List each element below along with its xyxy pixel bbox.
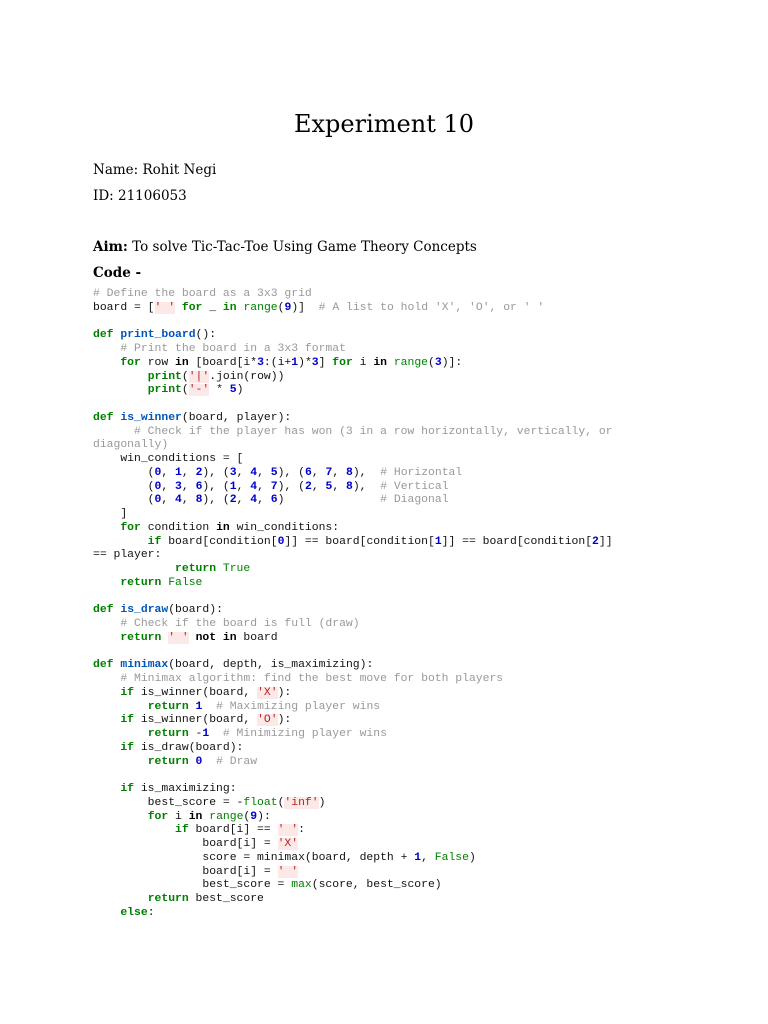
code-token [93, 577, 120, 589]
code-token: ' ' [277, 865, 299, 878]
code-line [93, 838, 693, 852]
code-token: : [147, 906, 155, 919]
code-token: print [147, 384, 182, 397]
code-token: 9 [250, 810, 258, 823]
code-token: ( [428, 356, 435, 369]
code-token: ), ( [202, 466, 230, 479]
code-token: 0 [154, 494, 162, 507]
code-token: ]] == board[condition[ [441, 535, 593, 548]
code-token: ]] == board[condition[ [284, 535, 435, 548]
code-token: def [93, 329, 114, 342]
code-token: .join(row)) [209, 370, 285, 383]
code-token [93, 714, 120, 726]
code-line [93, 288, 693, 302]
code-line [93, 632, 693, 646]
code-line [93, 398, 693, 412]
code-token: (board): [168, 604, 223, 617]
code-token: is_maximizing: [134, 783, 237, 795]
code-token: 'X' [257, 686, 278, 699]
code-token: board[i] = [93, 838, 278, 850]
code-token: ) [236, 384, 244, 397]
code-token [93, 907, 120, 919]
code-token: 8 [346, 466, 353, 479]
code-token: is_draw [120, 604, 169, 617]
code-token: , [421, 851, 435, 864]
code-token: 5 [325, 480, 333, 493]
aim-label: Aim: [93, 239, 128, 255]
code-token: in [175, 356, 189, 369]
code-token: '-' [188, 384, 210, 397]
code-line [93, 742, 693, 756]
code-token: False [168, 576, 203, 589]
code-token: (board, depth, is_maximizing): [168, 659, 374, 672]
code-line [93, 453, 693, 467]
code-line [93, 687, 693, 701]
code-token: 2 [229, 494, 237, 507]
code-line [93, 756, 693, 770]
code-token: ), ( [202, 480, 230, 493]
code-token: 0 [154, 466, 162, 479]
code-token: 'O' [257, 714, 278, 727]
code-token: win_conditions: [229, 521, 340, 534]
code-token: max [291, 879, 312, 892]
code-token: 6 [195, 480, 203, 493]
code-token: return [147, 700, 189, 713]
code-token: ] [318, 356, 333, 369]
code-token: def [93, 411, 114, 424]
code-token: ) [318, 796, 326, 809]
code-token: , [181, 494, 196, 507]
code-token: , [257, 466, 271, 479]
code-line [93, 701, 693, 715]
code-line [93, 907, 693, 921]
code-token: ( [181, 384, 189, 397]
code-token [93, 371, 148, 383]
code-token: minimax [120, 659, 169, 672]
code-token [93, 687, 120, 699]
code-token: ( [181, 370, 189, 383]
code-token: 1 [175, 466, 182, 479]
code-token: 4 [250, 466, 258, 479]
code-line [93, 714, 693, 728]
code-token: i [352, 356, 374, 369]
code-token: range [393, 356, 429, 369]
code-token: in [373, 356, 387, 369]
code-token: ) [468, 851, 476, 864]
code-token: 1 [291, 356, 299, 369]
code-token: for [181, 301, 203, 314]
code-token: , [236, 466, 251, 479]
code-token: # Horizontal [380, 466, 463, 479]
code-token: , [236, 494, 251, 507]
code-token: is_winner(board, [134, 714, 258, 727]
code-line [93, 384, 693, 398]
code-token: # Check if the board is full (draw) [120, 618, 360, 630]
code-token [209, 728, 223, 740]
code-line [93, 728, 693, 742]
code-token [93, 357, 120, 369]
code-token [93, 742, 120, 754]
code-token: 6 [304, 466, 312, 479]
code-line [93, 494, 693, 508]
code-token: for [120, 521, 141, 534]
code-heading: Code - [93, 265, 142, 281]
code-token: if [120, 686, 135, 699]
code-token: 1 [195, 700, 203, 713]
code-token: # A list to hold 'X', 'O', or ' ' [318, 301, 545, 314]
code-token: 7 [325, 466, 333, 479]
code-token: , [332, 466, 346, 479]
code-token: , [236, 480, 251, 493]
code-token: return [120, 576, 162, 589]
code-token: best_score = [93, 879, 292, 892]
code-line [93, 591, 693, 605]
code-token: 1 [434, 535, 442, 548]
code-line [93, 604, 693, 618]
code-token: ), [352, 466, 381, 479]
student-id: ID: 21106053 [93, 188, 187, 204]
code-token: [board[i* [188, 356, 258, 369]
code-line [93, 824, 693, 838]
code-token [93, 824, 175, 836]
code-token: ( [243, 810, 251, 823]
code-token: 3 [229, 466, 237, 479]
code-token: board[i] = [93, 865, 278, 878]
code-token: ), ( [277, 466, 305, 479]
code-token: : [298, 824, 305, 837]
code-line [93, 549, 693, 563]
code-token: best_score = - [93, 796, 244, 809]
code-token [202, 701, 216, 713]
code-token [93, 756, 148, 768]
code-token: ( [93, 466, 155, 479]
code-token: 4 [250, 494, 258, 507]
code-token: ]] [598, 535, 613, 548]
code-token: , [161, 494, 176, 507]
code-token: 0 [154, 480, 162, 493]
code-line [93, 439, 693, 453]
code-token: , [332, 480, 346, 493]
code-token: ( [277, 796, 285, 809]
code-token: else [120, 906, 148, 919]
code-token: # Diagonal [380, 494, 449, 507]
code-token: ), [352, 480, 381, 493]
code-token: board [236, 631, 278, 644]
code-token [189, 756, 196, 768]
code-token: 8 [346, 480, 353, 493]
code-token: 1 [414, 851, 422, 864]
code-token: * [209, 384, 230, 397]
code-token: ): [277, 714, 292, 727]
code-line [93, 316, 693, 330]
code-token [93, 728, 148, 740]
aim-text: To solve Tic-Tac-Toe Using Game Theory Concepts [132, 239, 477, 255]
code-token: best_score [188, 893, 264, 905]
code-token [93, 673, 120, 685]
code-token: ) [277, 494, 381, 507]
code-token: is_winner [120, 411, 182, 424]
code-token: 3 [257, 356, 264, 369]
code-line [93, 893, 693, 907]
code-token: 2 [592, 535, 599, 548]
code-token: , [161, 480, 176, 493]
code-token: # Maximizing player wins [216, 700, 381, 713]
code-token: - [188, 728, 203, 740]
code-token: )* [298, 356, 312, 369]
code-token: board[i] == [188, 824, 278, 837]
code-token: 0 [277, 535, 285, 548]
code-token: False [434, 851, 469, 864]
code-line [93, 852, 693, 866]
code-token: , [181, 466, 196, 479]
code-token: :(i+ [263, 356, 292, 369]
code-token: )]: [441, 356, 463, 369]
code-token: (): [195, 329, 217, 342]
code-token: # Check if the player has won (3 in a row horizontally, vertically, or [120, 425, 613, 438]
code-token: in [222, 301, 237, 314]
code-token: ( [93, 494, 155, 507]
code-token: )] [291, 301, 319, 314]
code-token: # Vertical [380, 480, 449, 493]
code-token: , [311, 480, 326, 493]
code-token: # Print the board in a 3x3 format [120, 343, 346, 355]
code-line [93, 866, 693, 880]
code-token: return [147, 755, 189, 768]
code-line [93, 467, 693, 481]
code-token [93, 343, 120, 355]
code-line [93, 659, 693, 673]
code-token: 9 [284, 301, 292, 314]
code-token: for [120, 356, 141, 369]
code-token: # Minimizing player wins [222, 728, 387, 740]
code-token: print [147, 370, 182, 383]
code-token: 4 [175, 494, 182, 507]
code-token: in [188, 810, 203, 823]
code-token: , [257, 480, 271, 493]
code-line [93, 508, 693, 522]
code-token: return [147, 728, 189, 740]
code-token: # Define the board as a 3x3 grid [93, 288, 312, 300]
code-token [93, 563, 175, 575]
code-token: 3 [311, 356, 319, 369]
code-token: if [120, 741, 135, 754]
page-title: Experiment 10 [294, 110, 474, 138]
code-token: ] [93, 508, 128, 520]
code-token: range [243, 301, 278, 314]
code-line [93, 371, 693, 385]
code-token: for [332, 356, 353, 369]
code-token: 7 [270, 480, 278, 493]
code-line [93, 522, 693, 536]
code-token [216, 563, 223, 575]
code-token: , [311, 466, 326, 479]
code-token [202, 756, 216, 768]
code-token: 1 [229, 480, 237, 493]
code-token: condition [140, 521, 217, 534]
code-token: return [175, 563, 217, 575]
code-token: if [175, 824, 189, 837]
code-line [93, 357, 693, 371]
code-token: diagonally) [93, 439, 169, 452]
code-token: 1 [202, 728, 210, 740]
code-token: , [161, 466, 176, 479]
code-token: row [140, 356, 176, 369]
code-token: print_board [120, 329, 196, 342]
student-name: Name: Rohit Negi [93, 162, 217, 178]
code-line [93, 797, 693, 811]
code-line [93, 646, 693, 660]
code-token: 3 [434, 356, 442, 369]
code-token: return [120, 631, 162, 644]
code-token: def [93, 604, 114, 617]
code-token [93, 893, 148, 905]
code-token [189, 701, 196, 713]
code-line [93, 673, 693, 687]
code-block [93, 288, 693, 921]
code-line [93, 302, 693, 316]
code-line [93, 811, 693, 825]
code-token: float [243, 796, 278, 809]
code-token: 3 [175, 480, 182, 493]
code-token: # Draw [216, 755, 258, 768]
code-token: in [216, 521, 230, 534]
code-token: def [93, 659, 114, 672]
code-token: return [147, 893, 189, 905]
code-token: , [257, 494, 271, 507]
code-line [93, 412, 693, 426]
code-line [93, 426, 693, 440]
code-token: if [120, 714, 135, 727]
code-token [175, 302, 182, 314]
code-token: i [168, 810, 189, 823]
code-line [93, 577, 693, 591]
code-token: 'X' [277, 838, 299, 850]
code-token: win_conditions = [ [93, 453, 244, 465]
code-token: if [120, 783, 135, 795]
code-token: ' ' [277, 824, 299, 837]
code-token: ): [277, 686, 292, 699]
code-token [93, 632, 120, 644]
code-token: 2 [195, 466, 203, 479]
code-line [93, 481, 693, 495]
code-token [93, 701, 148, 713]
code-line [93, 343, 693, 357]
code-token: # Minimax algorithm: find the best move for both players [120, 673, 504, 685]
code-token: (board, player): [181, 411, 292, 424]
code-line [93, 618, 693, 632]
code-token: score = minimax(board, depth + [93, 851, 415, 864]
code-token: if [134, 535, 162, 548]
code-token: 4 [250, 480, 258, 493]
code-token [93, 811, 148, 823]
code-token: 0 [195, 755, 203, 768]
code-token: ' ' [168, 631, 189, 644]
code-token: ' ' [154, 301, 176, 314]
code-token [93, 426, 120, 438]
aim-line [93, 239, 477, 255]
code-token: range [209, 810, 244, 823]
code-token [93, 522, 120, 534]
code-token [93, 384, 148, 396]
code-token: 'inf' [284, 796, 319, 809]
code-token: 2 [304, 480, 312, 493]
code-token [93, 536, 134, 548]
code-token: is_draw(board): [134, 741, 244, 754]
code-token: 5 [229, 384, 237, 397]
code-token: (score, best_score) [311, 879, 442, 892]
code-token: '|' [188, 370, 210, 383]
code-token: 6 [270, 494, 278, 507]
code-token: True [222, 563, 251, 575]
code-line [93, 329, 693, 343]
code-token: 5 [270, 466, 278, 479]
code-line [93, 783, 693, 797]
code-token: ): [257, 810, 271, 823]
code-token [387, 357, 394, 369]
code-token: ), ( [202, 494, 230, 507]
code-token [93, 783, 120, 795]
code-token: ( [277, 301, 285, 314]
code-token: == player: [93, 549, 162, 562]
code-token: not in [195, 631, 237, 644]
code-token [93, 618, 120, 630]
code-token: board = [ [93, 301, 155, 314]
code-line [93, 536, 693, 550]
code-token: is_winner(board, [134, 686, 258, 699]
code-token: ( [93, 480, 155, 493]
code-token [189, 632, 196, 644]
code-line [93, 563, 693, 577]
code-token: 8 [195, 494, 203, 507]
code-token: ), ( [277, 480, 305, 493]
code-line [93, 769, 693, 783]
code-token: , [181, 480, 196, 493]
code-token: board[condition[ [161, 535, 278, 548]
code-token: _ [202, 301, 223, 314]
code-line [93, 879, 693, 893]
code-token: for [147, 810, 169, 823]
